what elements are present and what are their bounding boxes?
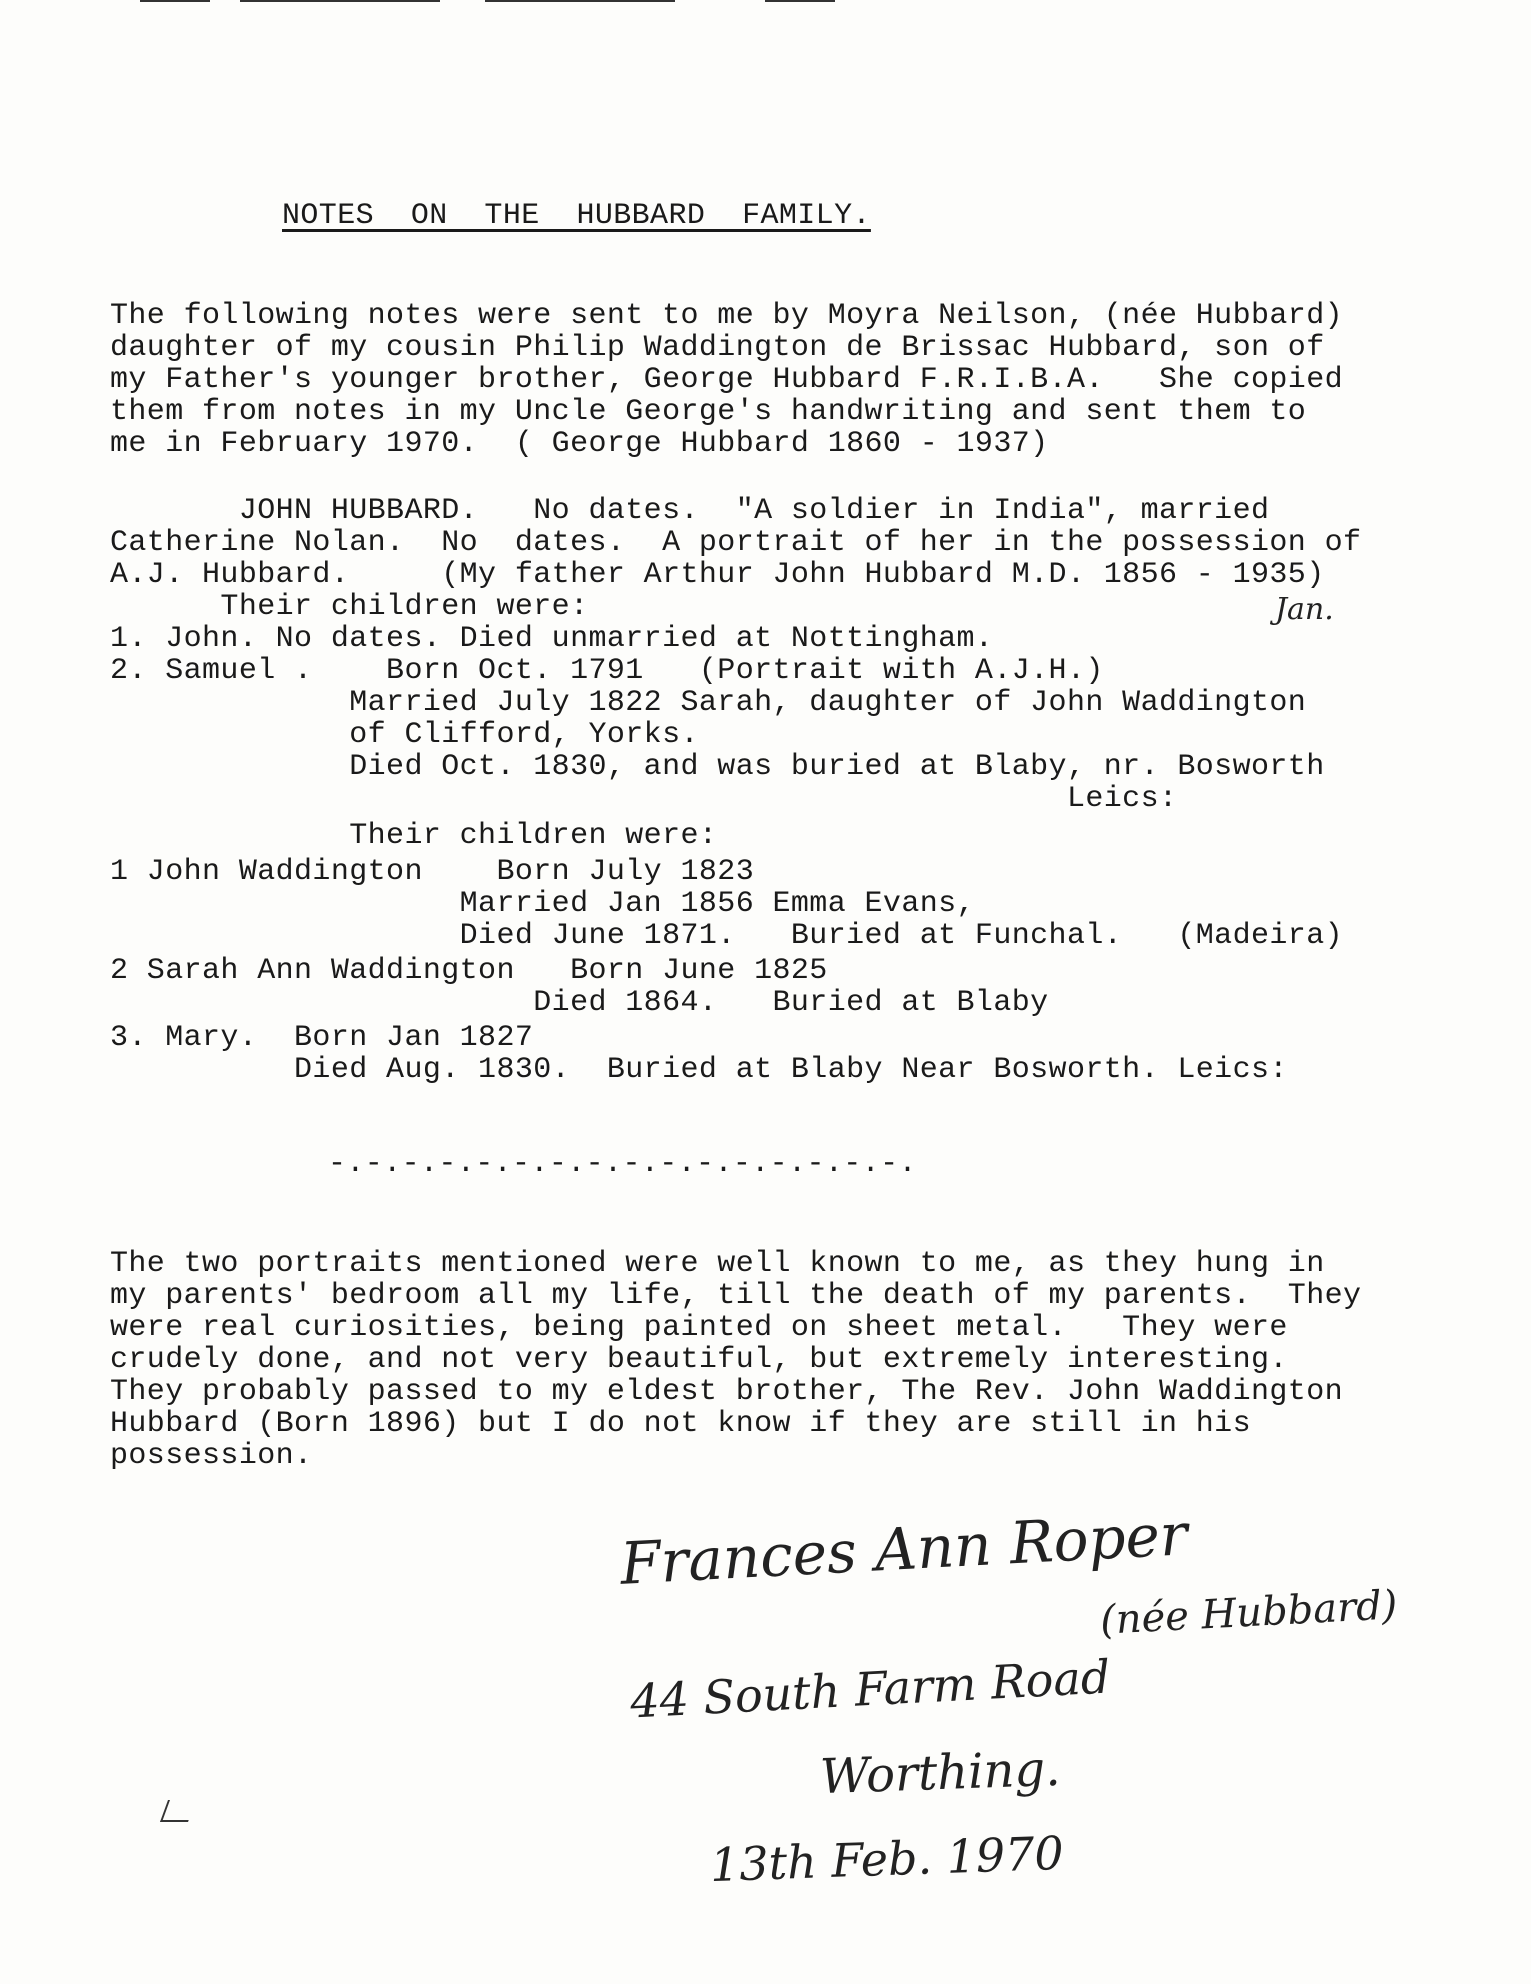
list-item: Leics:: [110, 782, 1178, 816]
top-rule: [140, 0, 210, 2]
margin-note: Jan.: [1275, 592, 1334, 627]
list-item: 2 Sarah Ann Waddington Born June 1825: [110, 954, 828, 988]
closing-line: were real curiosities, being painted on sheet metal. They were: [110, 1311, 1288, 1345]
john-line: Their children were:: [110, 590, 589, 624]
signature-name: Frances Ann Roper: [618, 1500, 1190, 1598]
top-rule: [765, 0, 835, 2]
list-item: Died Aug. 1830. Buried at Blaby Near Bosworth. Leics:: [110, 1053, 1288, 1087]
list-item: Their children were:: [110, 819, 718, 853]
signature-nee: (née Hubbard): [1099, 1582, 1399, 1644]
list-item: Died 1864. Buried at Blaby: [110, 986, 1049, 1020]
intro-line: me in February 1970. ( George Hubbard 1860 - 1937): [110, 427, 1049, 461]
list-item: Married Jan 1856 Emma Evans,: [110, 887, 975, 921]
closing-line: crudely done, and not very beautiful, but extremely interesting.: [110, 1343, 1288, 1377]
list-item: Married July 1822 Sarah, daughter of John Waddington: [110, 686, 1307, 720]
list-item: 2. Samuel . Born Oct. 1791 (Portrait with A.J.H.): [110, 654, 1104, 688]
list-item: 3. Mary. Born Jan 1827: [110, 1021, 534, 1055]
signature-date: 13th Feb. 1970: [709, 1825, 1065, 1893]
intro-line: The following notes were sent to me by Moyra Neilson, (née Hubbard): [110, 299, 1343, 333]
list-item: 1. John. No dates. Died unmarried at Nottingham.: [110, 622, 994, 656]
closing-line: They probably passed to my eldest brother, The Rev. John Waddington: [110, 1375, 1343, 1409]
page-title: NOTES ON THE HUBBARD FAMILY.: [282, 199, 871, 233]
list-item: Died Oct. 1830, and was buried at Blaby, nr. Bosworth: [110, 750, 1325, 784]
list-item: 1 John Waddington Born July 1823: [110, 855, 755, 889]
closing-line: The two portraits mentioned were well known to me, as they hung in: [110, 1247, 1325, 1281]
top-rule: [485, 0, 675, 2]
list-item: of Clifford, Yorks.: [110, 718, 699, 752]
check-mark: [160, 1800, 196, 1822]
john-line: A.J. Hubbard. (My father Arthur John Hubbard M.D. 1856 - 1935): [110, 558, 1325, 592]
john-line: JOHN HUBBARD. No dates. "A soldier in India", married: [110, 494, 1270, 528]
signature-address-town: Worthing.: [819, 1740, 1062, 1806]
john-line: Catherine Nolan. No dates. A portrait of her in the possession of: [110, 526, 1362, 560]
intro-line: daughter of my cousin Philip Waddington de Brissac Hubbard, son of: [110, 331, 1325, 365]
closing-line: possession.: [110, 1439, 313, 1473]
closing-line: my parents' bedroom all my life, till the death of my parents. They: [110, 1279, 1362, 1313]
signature-address-street: 44 South Farm Road: [628, 1649, 1112, 1729]
list-item: Died June 1871. Buried at Funchal. (Madeira): [110, 919, 1343, 953]
separator: -.-.-.-.-.-.-.-.-.-.-.-.-.-.-.-.: [328, 1147, 917, 1181]
intro-line: my Father's younger brother, George Hubbard F.R.I.B.A. She copied: [110, 363, 1343, 397]
closing-line: Hubbard (Born 1896) but I do not know if they are still in his: [110, 1407, 1251, 1441]
intro-line: them from notes in my Uncle George's handwriting and sent them to: [110, 395, 1307, 429]
top-rule: [240, 0, 440, 2]
